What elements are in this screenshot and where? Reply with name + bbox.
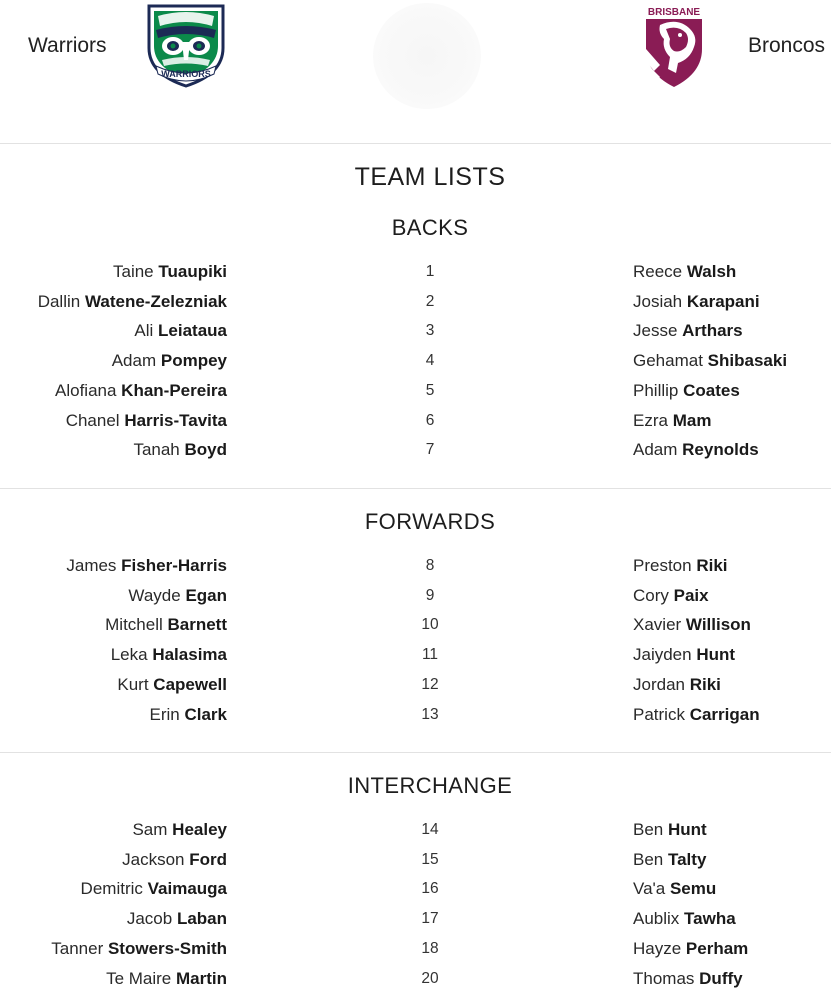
home-player-last-name: Stowers-Smith: [107, 938, 227, 958]
away-player-name[interactable]: [633, 701, 760, 729]
player-row: [0, 377, 831, 405]
page-title: TEAM LISTS: [354, 163, 506, 191]
jersey-number: 1: [425, 263, 435, 280]
away-player-name[interactable]: [633, 317, 743, 345]
home-player-last-name: Pompey: [160, 351, 227, 371]
home-player-first-name: Taine: [112, 262, 154, 281]
jersey-number: 15: [421, 850, 439, 868]
away-player-name[interactable]: [633, 258, 736, 286]
jersey-number: 10: [421, 616, 439, 634]
home-player-first-name: Leka: [110, 645, 148, 665]
away-player-first-name: Ben: [633, 820, 664, 839]
away-player-first-name: Gehamat: [633, 351, 703, 371]
jersey-number: 13: [421, 705, 439, 723]
home-player-first-name: Dallin: [37, 291, 81, 311]
away-player-last-name: Hunt: [696, 645, 736, 665]
away-player-first-name: Thomas: [633, 968, 695, 988]
home-player-name[interactable]: [133, 436, 227, 464]
away-player-last-name: Walsh: [686, 262, 737, 281]
home-player-last-name: Harris-Tavita: [124, 410, 227, 430]
player-row: [0, 846, 831, 874]
away-player-first-name: Xavier: [633, 615, 682, 635]
home-player-last-name: Leiataua: [158, 321, 227, 341]
away-player-first-name: Jesse: [633, 321, 678, 341]
away-player-last-name: Mam: [672, 410, 712, 430]
player-row: [0, 288, 831, 316]
home-player-first-name: Te Maire: [106, 968, 172, 988]
home-player-name[interactable]: [127, 905, 227, 933]
away-player-first-name: Cory: [633, 585, 669, 605]
away-player-last-name: Riki: [689, 674, 721, 694]
away-player-name[interactable]: [633, 377, 740, 405]
jersey-number: 12: [421, 675, 439, 693]
player-row: [0, 436, 831, 464]
away-player-name[interactable]: [633, 288, 760, 316]
home-player-name[interactable]: [105, 611, 227, 639]
match-center-graphic: [373, 3, 481, 109]
home-player-last-name: Watene-Zelezniak: [84, 291, 227, 311]
home-player-last-name: Khan-Pereira: [121, 380, 227, 400]
away-player-last-name: Perham: [685, 938, 749, 958]
section-title-backs: BACKS: [391, 215, 469, 240]
player-row: [0, 317, 831, 345]
section-divider: [0, 752, 831, 753]
jersey-number: 9: [425, 586, 435, 604]
player-row: [0, 816, 831, 844]
player-row: [0, 935, 831, 963]
away-player-first-name: Jordan: [633, 674, 685, 694]
away-player-first-name: Ben: [633, 849, 664, 869]
home-player-first-name: Erin: [149, 704, 180, 724]
away-player-name[interactable]: [633, 905, 736, 933]
away-player-last-name: Riki: [696, 556, 728, 575]
player-row: [0, 552, 831, 580]
jersey-number: 14: [421, 821, 439, 838]
away-player-name[interactable]: [633, 965, 743, 993]
jersey-number: 4: [425, 352, 435, 370]
section-title-interchange: INTERCHANGE: [347, 773, 513, 798]
home-player-name[interactable]: [38, 288, 227, 316]
svg-text:BRISBANE: BRISBANE: [647, 7, 701, 18]
home-player-first-name: Wayde: [128, 585, 181, 605]
away-player-last-name: Tawha: [684, 909, 736, 929]
player-row: [0, 611, 831, 639]
warriors-logo[interactable]: [146, 4, 226, 89]
away-player-last-name: Duffy: [699, 968, 743, 988]
jersey-number: 16: [421, 880, 439, 898]
home-player-first-name: Mitchell: [105, 615, 163, 635]
player-row: [0, 641, 831, 669]
home-player-name[interactable]: [66, 552, 227, 580]
home-player-name[interactable]: [112, 347, 227, 375]
jersey-number: 11: [421, 646, 439, 664]
home-player-last-name: Halasima: [152, 645, 227, 665]
home-player-last-name: Healey: [172, 820, 227, 839]
home-team-name[interactable]: Warriors: [28, 34, 107, 57]
away-player-last-name: Semu: [669, 879, 717, 899]
home-player-last-name: Vaimauga: [147, 879, 227, 899]
home-player-last-name: Barnett: [167, 615, 227, 635]
away-player-name[interactable]: [633, 846, 706, 874]
home-player-last-name: Ford: [189, 849, 227, 869]
away-player-name[interactable]: [633, 552, 728, 580]
away-team-name[interactable]: Broncos: [748, 34, 826, 57]
home-player-first-name: Ali: [134, 321, 154, 341]
home-player-name[interactable]: [111, 641, 227, 669]
home-player-last-name: Boyd: [184, 440, 227, 460]
home-player-first-name: Kurt: [117, 674, 149, 694]
away-player-last-name: Hunt: [667, 820, 707, 839]
away-player-last-name: Carrigan: [689, 704, 760, 724]
home-player-last-name: Egan: [185, 585, 227, 605]
away-player-name[interactable]: [633, 816, 707, 844]
away-player-first-name: Reece: [633, 262, 683, 281]
away-player-first-name: Adam: [633, 440, 678, 460]
home-player-first-name: Demitric: [80, 879, 143, 899]
away-player-name[interactable]: [633, 347, 787, 375]
jersey-number: 5: [425, 381, 435, 399]
home-player-name[interactable]: [128, 582, 227, 610]
jersey-number: 20: [421, 969, 439, 987]
player-row: [0, 407, 831, 435]
section-divider: [0, 488, 831, 489]
home-player-first-name: Jackson: [122, 849, 185, 869]
jersey-number: 7: [425, 441, 435, 459]
away-player-first-name: Phillip: [633, 380, 679, 400]
svg-text:WARRIORS: WARRIORS: [161, 69, 211, 79]
away-player-first-name: Aublix: [633, 909, 680, 929]
away-player-first-name: Patrick: [633, 704, 685, 724]
away-player-first-name: Jaiyden: [633, 645, 692, 665]
player-row: [0, 258, 831, 286]
home-player-name[interactable]: [106, 965, 227, 993]
away-player-last-name: Shibasaki: [707, 351, 788, 371]
away-player-last-name: Arthars: [682, 321, 743, 341]
header-divider: [0, 143, 831, 144]
away-player-name[interactable]: [633, 641, 735, 669]
home-player-first-name: James: [66, 556, 117, 575]
home-player-name[interactable]: [122, 846, 227, 874]
match-header: [0, 0, 831, 143]
home-player-first-name: Alofiana: [55, 380, 117, 400]
away-player-first-name: Preston: [633, 556, 692, 575]
jersey-number: 17: [421, 910, 439, 928]
jersey-number: 8: [425, 557, 435, 574]
home-player-name[interactable]: [132, 816, 227, 844]
away-player-last-name: Karapani: [686, 291, 760, 311]
away-player-last-name: Talty: [667, 849, 707, 869]
home-player-name[interactable]: [113, 258, 227, 286]
home-player-last-name: Fisher-Harris: [121, 556, 227, 575]
jersey-number: 18: [421, 939, 439, 957]
home-player-last-name: Martin: [176, 968, 227, 988]
away-player-first-name: Josiah: [633, 291, 683, 311]
away-player-first-name: Va'a: [633, 879, 666, 899]
away-player-name[interactable]: [633, 671, 721, 699]
home-player-name[interactable]: [134, 317, 227, 345]
home-player-first-name: Adam: [111, 351, 157, 371]
home-player-name[interactable]: [150, 701, 228, 729]
home-player-last-name: Laban: [176, 909, 227, 929]
away-player-last-name: Coates: [683, 380, 740, 400]
home-player-first-name: Tanner: [51, 938, 104, 958]
jersey-number: 2: [425, 292, 435, 310]
home-player-name[interactable]: [51, 935, 227, 963]
away-player-first-name: Ezra: [633, 410, 668, 430]
away-player-name[interactable]: [633, 582, 709, 610]
player-row: [0, 965, 831, 993]
home-player-name[interactable]: [66, 407, 227, 435]
jersey-number: 6: [425, 411, 435, 429]
player-row: [0, 905, 831, 933]
away-player-name[interactable]: [633, 436, 759, 464]
home-player-last-name: Clark: [184, 704, 227, 724]
player-row: [0, 701, 831, 729]
away-player-name[interactable]: [633, 875, 716, 903]
away-player-name[interactable]: [633, 407, 711, 435]
player-row: [0, 347, 831, 375]
home-player-first-name: Tanah: [133, 440, 180, 460]
home-player-last-name: Tuaupiki: [158, 262, 227, 281]
section-title-forwards: FORWARDS: [364, 509, 496, 534]
away-player-last-name: Willison: [685, 615, 751, 635]
player-row: [0, 875, 831, 903]
away-player-last-name: Reynolds: [682, 440, 759, 460]
home-player-last-name: Capewell: [153, 674, 227, 694]
home-player-first-name: Chanel: [65, 410, 120, 430]
away-player-name[interactable]: [633, 935, 748, 963]
home-player-first-name: Sam: [132, 820, 168, 839]
away-player-name[interactable]: [633, 611, 751, 639]
home-player-name[interactable]: [81, 875, 227, 903]
home-player-first-name: Jacob: [126, 909, 173, 929]
player-row: [0, 582, 831, 610]
away-player-first-name: Hayze: [633, 938, 682, 958]
away-player-last-name: Paix: [673, 585, 709, 605]
broncos-logo[interactable]: [640, 3, 708, 91]
jersey-number: 3: [425, 322, 435, 340]
home-player-name[interactable]: [55, 377, 227, 405]
player-row: [0, 671, 831, 699]
home-player-name[interactable]: [117, 671, 227, 699]
